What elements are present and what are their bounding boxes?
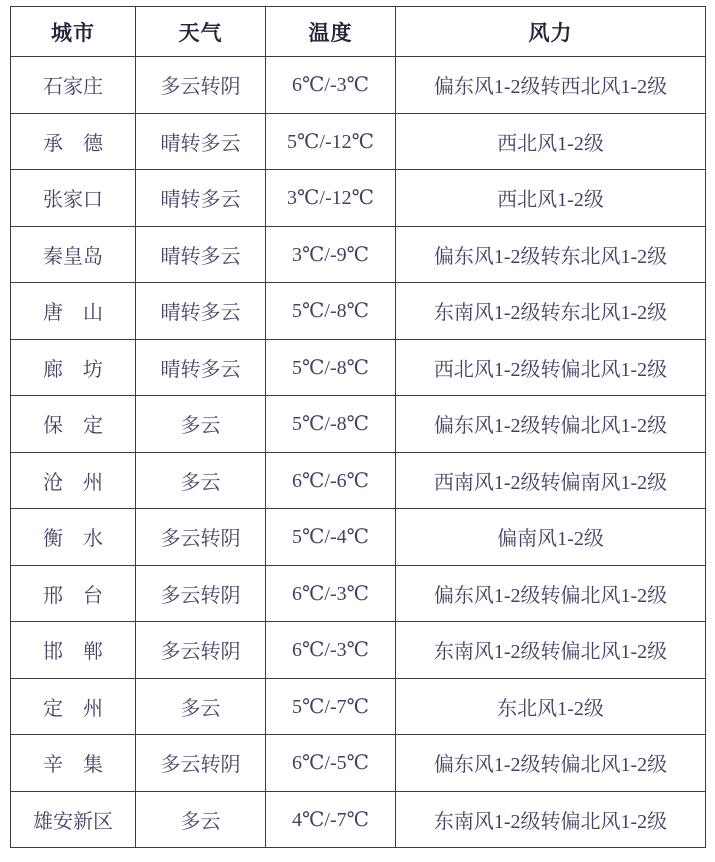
- table-header: [11, 7, 706, 57]
- wind-cell: 偏东风1-2级转西北风1-2级: [396, 57, 706, 114]
- wind-cell: 偏东风1-2级转东北风1-2级: [396, 226, 706, 283]
- weather-cell: 多云: [136, 396, 266, 453]
- table-row: [11, 339, 706, 396]
- temp-cell: 6℃/-6℃: [266, 452, 396, 509]
- table-row: [11, 226, 706, 283]
- weather-cell: 多云: [136, 678, 266, 735]
- table-row: [11, 396, 706, 453]
- table-row: [11, 735, 706, 792]
- weather-cell: 多云转阴: [136, 735, 266, 792]
- temp-cell: 5℃/-12℃: [266, 113, 396, 170]
- temp-cell: 5℃/-8℃: [266, 396, 396, 453]
- temp-cell: 5℃/-8℃: [266, 283, 396, 340]
- temp-cell: 5℃/-7℃: [266, 678, 396, 735]
- temp-cell: 4℃/-7℃: [266, 791, 396, 848]
- city-cell: 沧 州: [11, 452, 136, 509]
- city-cell: 唐 山: [11, 283, 136, 340]
- city-cell: 衡 水: [11, 509, 136, 566]
- wind-cell: 东南风1-2级转偏北风1-2级: [396, 622, 706, 679]
- city-cell: 邢 台: [11, 565, 136, 622]
- weather-cell: 多云转阴: [136, 57, 266, 114]
- wind-cell: 东南风1-2级转偏北风1-2级: [396, 791, 706, 848]
- wind-cell: 偏东风1-2级转偏北风1-2级: [396, 735, 706, 792]
- city-cell: 石家庄: [11, 57, 136, 114]
- table-row: [11, 509, 706, 566]
- temp-cell: 5℃/-8℃: [266, 339, 396, 396]
- city-cell: 邯 郸: [11, 622, 136, 679]
- city-cell: 张家口: [11, 170, 136, 227]
- city-cell: 廊 坊: [11, 339, 136, 396]
- city-cell: 承 德: [11, 113, 136, 170]
- wind-cell: 东南风1-2级转东北风1-2级: [396, 283, 706, 340]
- table-body: [11, 57, 706, 848]
- temp-cell: 6℃/-3℃: [266, 622, 396, 679]
- weather-cell: 晴转多云: [136, 170, 266, 227]
- wind-cell: 西南风1-2级转偏南风1-2级: [396, 452, 706, 509]
- city-cell: 秦皇岛: [11, 226, 136, 283]
- weather-cell: 多云转阴: [136, 565, 266, 622]
- temp-cell: 6℃/-3℃: [266, 57, 396, 114]
- header-cell-city: 城市: [11, 7, 136, 57]
- temp-cell: 5℃/-4℃: [266, 509, 396, 566]
- table-row: [11, 565, 706, 622]
- wind-cell: 西北风1-2级: [396, 170, 706, 227]
- city-cell: 定 州: [11, 678, 136, 735]
- table-row: [11, 170, 706, 227]
- table-row: [11, 622, 706, 679]
- header-cell-wind: 风力: [396, 7, 706, 57]
- weather-cell: 晴转多云: [136, 339, 266, 396]
- table-row: [11, 57, 706, 114]
- wind-cell: 偏南风1-2级: [396, 509, 706, 566]
- weather-cell: 多云转阴: [136, 509, 266, 566]
- city-cell: 辛 集: [11, 735, 136, 792]
- weather-cell: 多云: [136, 452, 266, 509]
- wind-cell: 西北风1-2级: [396, 113, 706, 170]
- header-cell-temp: 温度: [266, 7, 396, 57]
- weather-cell: 晴转多云: [136, 283, 266, 340]
- weather-cell: 晴转多云: [136, 226, 266, 283]
- wind-cell: 偏东风1-2级转偏北风1-2级: [396, 396, 706, 453]
- wind-cell: 偏东风1-2级转偏北风1-2级: [396, 565, 706, 622]
- header-row: [11, 7, 706, 57]
- wind-cell: 东北风1-2级: [396, 678, 706, 735]
- weather-cell: 晴转多云: [136, 113, 266, 170]
- temp-cell: 6℃/-5℃: [266, 735, 396, 792]
- city-cell: 保 定: [11, 396, 136, 453]
- temp-cell: 3℃/-12℃: [266, 170, 396, 227]
- city-cell: 雄安新区: [11, 791, 136, 848]
- temp-cell: 6℃/-3℃: [266, 565, 396, 622]
- table-row: [11, 283, 706, 340]
- weather-forecast-table: [10, 6, 706, 848]
- weather-cell: 多云: [136, 791, 266, 848]
- wind-cell: 西北风1-2级转偏北风1-2级: [396, 339, 706, 396]
- table-row: [11, 678, 706, 735]
- header-cell-weather: 天气: [136, 7, 266, 57]
- table-row: [11, 452, 706, 509]
- temp-cell: 3℃/-9℃: [266, 226, 396, 283]
- weather-cell: 多云转阴: [136, 622, 266, 679]
- table-row: [11, 113, 706, 170]
- table-row: [11, 791, 706, 848]
